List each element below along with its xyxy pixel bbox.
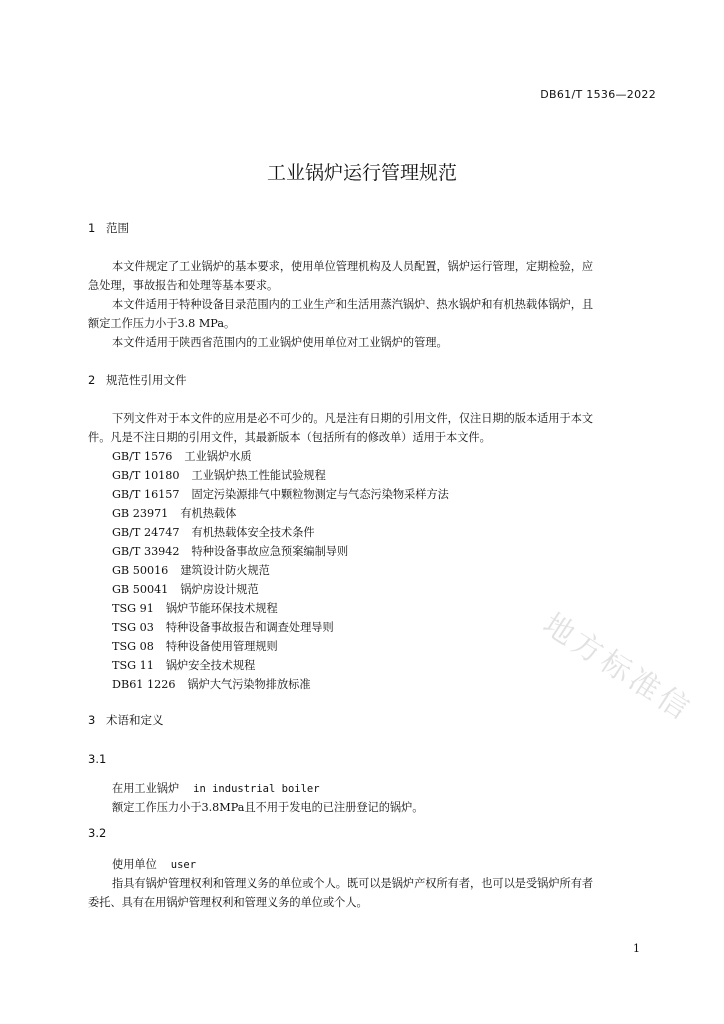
reference-code: GB/T 1576: [112, 450, 173, 463]
reference-item: [112, 657, 255, 673]
reference-code: GB 50041: [112, 583, 169, 596]
term-1-english: in industrial boiler: [193, 783, 320, 795]
term-2-english: user: [170, 859, 197, 871]
term-1-number: 3.1: [88, 752, 107, 766]
section-2-number: 2: [88, 373, 96, 387]
reference-title: 建筑设计防火规范: [180, 564, 270, 577]
reference-item: [112, 600, 278, 616]
term-1-definition: 额定工作压力小于3.8MPa且不用于发电的已注册登记的锅炉。: [112, 801, 424, 814]
reference-item: [112, 676, 311, 692]
watermark: 地方标准信: [536, 606, 699, 729]
reference-title: 锅炉安全技术规程: [165, 659, 256, 672]
section-3-title: 术语和定义: [106, 713, 164, 727]
reference-title: 固定污染源排气中颗粒物测定与气态污染物采样方法: [191, 488, 449, 501]
reference-item: [112, 638, 278, 654]
term-2-heading: [112, 856, 196, 872]
reference-item: [112, 505, 236, 521]
reference-title: 锅炉大气污染物排放标准: [187, 678, 311, 691]
reference-item: [112, 581, 259, 597]
standard-code-header: DB61/T 1536—2022: [540, 88, 656, 101]
reference-code: GB/T 10180: [112, 469, 180, 482]
reference-code: GB 23971: [112, 507, 169, 520]
page-number: 1: [633, 942, 640, 955]
section-2-intro-line2: 件。凡是不注日期的引用文件，其最新版本（包括所有的修改单）适用于本文件。: [88, 431, 491, 444]
section-1-para2-line2: 额定工作压力小于3.8 MPa。: [88, 317, 236, 330]
term-2-number: 3.2: [88, 826, 107, 840]
document-title: 工业锅炉运行管理规范: [266, 162, 457, 184]
reference-code: TSG 11: [112, 659, 154, 672]
reference-title: 有机热载体: [180, 507, 237, 520]
section-1-para1-line2: 急处理，事故报告和处理等基本要求。: [88, 279, 279, 292]
section-2-title: 规范性引用文件: [106, 373, 187, 387]
reference-item: [112, 543, 348, 559]
reference-title: 工业锅炉水质: [184, 450, 252, 463]
term-1-chinese: 在用工业锅炉: [112, 782, 180, 795]
reference-code: TSG 91: [112, 602, 154, 615]
reference-title: 锅炉房设计规范: [180, 583, 259, 596]
reference-item: [112, 562, 270, 578]
term-1-heading: [112, 780, 320, 796]
section-2-heading: [88, 372, 187, 388]
section-1-heading: [88, 220, 129, 236]
reference-item: [112, 619, 334, 635]
reference-code: GB/T 24747: [112, 526, 180, 539]
reference-item: [112, 448, 252, 464]
reference-title: 工业锅炉热工性能试验规程: [191, 469, 326, 482]
term-2-definition-line2: 委托、具有在用锅炉管理权利和管理义务的单位或个人。: [88, 896, 368, 909]
reference-title: 特种设备事故报告和调查处理导则: [165, 621, 334, 634]
reference-code: GB/T 16157: [112, 488, 180, 501]
reference-code: TSG 03: [112, 621, 154, 634]
reference-title: 特种设备使用管理规则: [165, 640, 278, 653]
section-1-para3: 本文件适用于陕西省范围内的工业锅炉使用单位对工业锅炉的管理。: [112, 336, 448, 349]
section-1-para1-line1: 本文件规定了工业锅炉的基本要求，使用单位管理机构及人员配置，锅炉运行管理，定期检验，应: [112, 260, 594, 273]
term-2-definition-line1: 指具有锅炉管理权利和管理义务的单位或个人。既可以是锅炉产权所有者，也可以是受锅炉所有者: [112, 877, 594, 890]
reference-code: GB/T 33942: [112, 545, 180, 558]
reference-title: 特种设备事故应急预案编制导则: [191, 545, 349, 558]
section-2-intro-line1: 下列文件对于本文件的应用是必不可少的。凡是注有日期的引用文件，仅注日期的版本适用于本文: [112, 412, 594, 425]
reference-title: 锅炉节能环保技术规程: [165, 602, 278, 615]
reference-title: 有机热载体安全技术条件: [191, 526, 315, 539]
term-2-chinese: 使用单位: [112, 858, 157, 871]
reference-code: DB61 1226: [112, 678, 176, 691]
section-3-number: 3: [88, 713, 96, 727]
reference-code: TSG 08: [112, 640, 154, 653]
section-1-number: 1: [88, 221, 96, 235]
reference-item: [112, 524, 315, 540]
reference-item: [112, 486, 449, 502]
section-3-heading: [88, 712, 164, 728]
section-1-title: 范围: [106, 221, 129, 235]
reference-code: GB 50016: [112, 564, 169, 577]
reference-item: [112, 467, 326, 483]
section-1-para2-line1: 本文件适用于特种设备目录范围内的工业生产和生活用蒸汽锅炉、热水锅炉和有机热载体锅炉，且: [112, 298, 594, 311]
